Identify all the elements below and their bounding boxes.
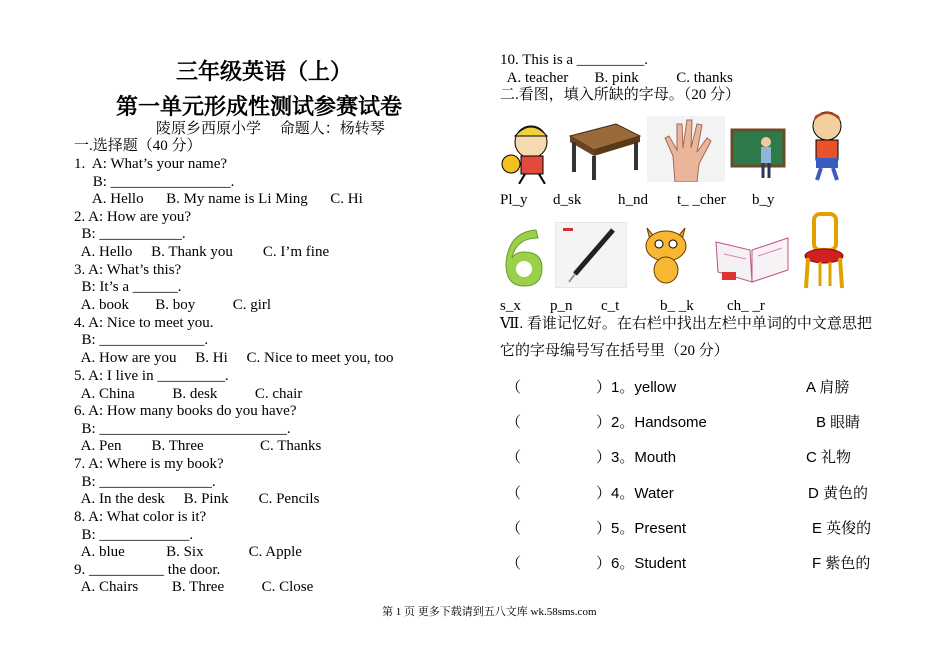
question-10: 10. This is a _________. bbox=[500, 52, 649, 68]
fill-word: s_x bbox=[500, 298, 521, 314]
exam-title: 第一单元形成性测试参赛试卷 bbox=[116, 95, 403, 120]
page-title: 三年级英语（上） bbox=[176, 60, 353, 85]
question-line: A. blue B. Six C. Apple bbox=[74, 544, 302, 560]
boy-icon bbox=[803, 108, 851, 182]
question-line: B: _______________. bbox=[74, 474, 216, 490]
section1-heading: 一.选择题（40 分） bbox=[74, 138, 202, 154]
question-line: 7. A: Where is my book? bbox=[74, 456, 224, 472]
fill-word: b_ _k bbox=[660, 298, 694, 314]
question-line: A. Hello B. My name is Li Ming C. Hi bbox=[74, 191, 363, 207]
match-item-meaning: D 黄色的 bbox=[808, 484, 869, 502]
question-line: A. China B. desk C. chair bbox=[74, 386, 303, 402]
question-10-options: A. teacher B. pink C. thanks bbox=[500, 70, 733, 86]
fill-word: d_sk bbox=[553, 192, 582, 208]
match-item-word: （ ）2。Handsome bbox=[506, 414, 707, 432]
fill-word: t_ _cher bbox=[677, 192, 726, 208]
match-item-word: （ ）1。yellow bbox=[506, 379, 677, 396]
question-line: 9. __________ the door. bbox=[74, 562, 221, 578]
pen-icon bbox=[555, 222, 627, 288]
section7-heading-line2: 它的字母编号写在括号里（20 分） bbox=[500, 343, 729, 359]
question-line: 3. A: What’s this? bbox=[74, 262, 182, 278]
match-item-word: （ ）6。Student bbox=[506, 555, 687, 572]
question-line: B: ______________. bbox=[74, 332, 209, 348]
book-icon bbox=[712, 232, 792, 284]
section2-heading: 二.看图，填入所缺的字母。（20 分） bbox=[500, 87, 741, 103]
question-line: B: ________________. bbox=[74, 174, 235, 190]
desk-icon bbox=[566, 118, 642, 180]
fill-word: c_t bbox=[601, 298, 620, 314]
number-six-icon bbox=[498, 224, 548, 290]
question-line: 2. A: How are you? bbox=[74, 209, 192, 225]
question-line: 1. A: What’s your name? bbox=[74, 156, 228, 172]
hand-icon bbox=[647, 116, 725, 182]
question-line: B: ____________. bbox=[74, 527, 194, 543]
question-line: B: ___________. bbox=[74, 226, 186, 242]
match-item-meaning: C 礼物 bbox=[806, 449, 852, 467]
teacher-icon bbox=[730, 124, 786, 180]
question-line: 5. A: I live in _________. bbox=[74, 368, 229, 384]
girl-playing-icon bbox=[497, 118, 565, 184]
fill-word: b_y bbox=[752, 192, 775, 208]
fill-word: Pl_y bbox=[500, 192, 528, 208]
fill-word: ch_ _r bbox=[727, 298, 765, 314]
cat-icon bbox=[641, 222, 691, 286]
match-item-word: （ ）4。Water bbox=[506, 484, 674, 502]
school-author: 陵原乡西原小学 命题人：杨转琴 bbox=[156, 121, 385, 137]
question-line: A. Chairs B. Three C. Close bbox=[74, 579, 314, 595]
match-item-meaning: B 眼睛 bbox=[816, 414, 861, 432]
match-item-word: （ ）5。Present bbox=[506, 519, 687, 537]
match-item-meaning: E 英俊的 bbox=[812, 519, 872, 537]
question-line: B: _________________________. bbox=[74, 421, 291, 437]
match-item-meaning: A 肩膀 bbox=[806, 379, 850, 396]
question-line: A. book B. boy C. girl bbox=[74, 297, 272, 313]
match-item-word: （ ）3。Mouth bbox=[506, 449, 677, 467]
section7-heading: Ⅶ. 看谁记忆好。在右栏中找出左栏中单词的中文意思把 bbox=[500, 316, 872, 332]
question-line: A. How are you B. Hi C. Nice to meet you, too bbox=[74, 350, 394, 366]
question-line: 8. A: What color is it? bbox=[74, 509, 207, 525]
chair-icon bbox=[802, 210, 846, 290]
question-line: A. Hello B. Thank you C. I’m fine bbox=[74, 244, 330, 260]
fill-word: p_n bbox=[550, 298, 573, 314]
question-line: B: It’s a ______. bbox=[74, 279, 182, 295]
question-line: A. In the desk B. Pink C. Pencils bbox=[74, 491, 320, 507]
question-line: 4. A: Nice to meet you. bbox=[74, 315, 214, 331]
match-item-meaning: F 紫色的 bbox=[812, 555, 871, 572]
question-line: 6. A: How many books do you have? bbox=[74, 403, 297, 419]
question-line: A. Pen B. Three C. Thanks bbox=[74, 438, 322, 454]
page-footer: 第 1 页 更多下载请到五八文库 wk.58sms.com bbox=[382, 606, 597, 618]
fill-word: h_nd bbox=[618, 192, 648, 208]
